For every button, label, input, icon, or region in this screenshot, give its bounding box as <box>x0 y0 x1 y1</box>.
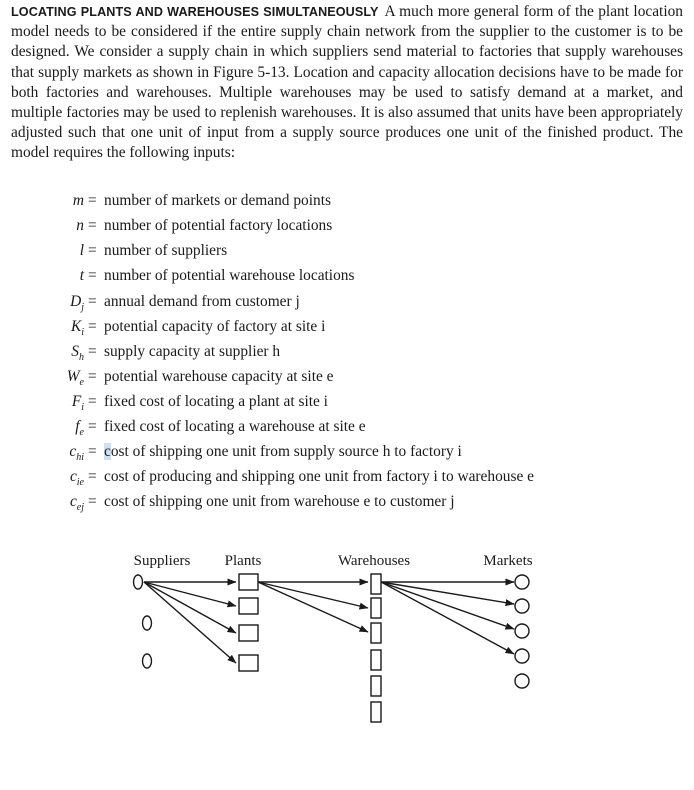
warehouse-node <box>371 623 381 643</box>
symbol-sh: $S_h$ <box>71 343 84 364</box>
definition-n <box>0 217 694 239</box>
definition-t <box>0 267 694 289</box>
label-plants: Plants <box>224 553 262 569</box>
plant-node <box>239 625 258 641</box>
equals-sign: = <box>88 217 97 234</box>
plant-node <box>239 574 258 590</box>
symbol-m: m <box>72 192 84 209</box>
equals-sign: = <box>88 267 97 284</box>
market-node <box>515 624 529 638</box>
flow-arrow <box>258 582 368 608</box>
flow-arrow <box>381 582 514 629</box>
supplier-node <box>143 616 152 630</box>
definition-text: fixed cost of locating a warehouse at site e <box>104 418 366 435</box>
intro-paragraph <box>11 2 683 164</box>
definition-l <box>0 242 694 264</box>
definition-text: number of potential warehouse locations <box>104 267 355 284</box>
market-node <box>515 674 529 688</box>
definition-text: number of suppliers <box>104 242 228 259</box>
definition-text: cost of producing and shipping one unit from factory i to warehouse e <box>104 468 534 485</box>
equals-sign: = <box>88 468 97 485</box>
flow-arrow <box>144 582 236 633</box>
equals-sign: = <box>88 393 97 410</box>
symbol-fi: $F_i$ <box>71 393 84 414</box>
warehouse-node <box>371 676 381 696</box>
definition-chi <box>0 443 694 465</box>
market-node <box>515 575 529 589</box>
definition-cie <box>0 468 694 490</box>
supplier-node <box>134 575 143 589</box>
symbol-l: l <box>79 242 84 259</box>
definition-text: potential capacity of factory at site i <box>104 318 326 335</box>
definition-text: number of markets or demand points <box>104 192 331 209</box>
definition-fi <box>0 393 694 415</box>
equals-sign: = <box>88 343 97 360</box>
label-warehouses: Warehouses <box>337 553 411 569</box>
symbol-t: t <box>79 267 84 284</box>
definition-text: supply capacity at supplier h <box>104 343 281 360</box>
equals-sign: = <box>88 318 97 335</box>
symbol-n: n <box>76 217 84 234</box>
definition-m <box>0 192 694 214</box>
equals-sign: = <box>88 192 97 209</box>
symbol-cie: $c_{ie}$ <box>69 468 84 489</box>
definition-sh <box>0 343 694 365</box>
symbol-dj: $D_j$ <box>70 293 84 314</box>
label-suppliers: Suppliers <box>133 553 191 569</box>
market-node <box>515 649 529 663</box>
symbol-ki: $K_i$ <box>70 318 84 339</box>
plant-node <box>239 598 258 614</box>
warehouse-node <box>371 598 381 618</box>
section-heading: LOCATING PLANTS AND WAREHOUSES SIMULTANEOUSLY <box>11 5 379 19</box>
paragraph-body: A much more general form of the plant location model needs to be considered if the entire supply chain network from the supplier to the customer is to be designed. We consider a supply chain in which suppliers send material to factories that supply warehouses that supply markets as shown in Figure 5-13. Location and capacity allocation decisions have to be made for both factories and warehouses. Multiple warehouses may be used to satisfy demand at a market, and multiple factories may be used to replenish warehouses. It is also assumed that units have been appropriately adjusted such that one unit of input from a supply source produces one unit of the finished product. The model requires the following inputs: <box>11 3 683 162</box>
symbol-fe: $f_e$ <box>75 418 84 439</box>
supplier-node <box>143 654 152 668</box>
definition-text: potential warehouse capacity at site e <box>104 368 334 385</box>
warehouse-node <box>371 650 381 670</box>
definition-text: number of potential factory locations <box>104 217 333 234</box>
symbol-we: $W_e$ <box>66 368 84 389</box>
warehouse-node <box>371 702 381 722</box>
market-node <box>515 599 529 613</box>
supply-chain-network-figure <box>0 540 694 760</box>
flow-arrow <box>258 582 368 632</box>
symbol-chi: $c_{hi}$ <box>69 443 84 464</box>
equals-sign: = <box>88 293 97 310</box>
warehouse-node <box>371 574 381 594</box>
equals-sign: = <box>88 443 97 460</box>
plant-node <box>239 655 258 671</box>
definition-text: cost of shipping one unit from warehouse e to customer j <box>104 493 455 510</box>
definition-dj <box>0 293 694 315</box>
definition-text: cost of shipping one unit from supply source h to factory i <box>104 443 462 460</box>
symbol-cej: $c_{ej}$ <box>69 493 84 514</box>
definition-fe <box>0 418 694 440</box>
definition-we <box>0 368 694 390</box>
definition-text: fixed cost of locating a plant at site i <box>104 393 328 410</box>
equals-sign: = <box>88 493 97 510</box>
text-selection-highlight[interactable]: c <box>104 443 111 460</box>
equals-sign: = <box>88 418 97 435</box>
definition-ki <box>0 318 694 340</box>
definition-cej <box>0 493 694 515</box>
equals-sign: = <box>88 242 97 259</box>
equals-sign: = <box>88 368 97 385</box>
definition-text: annual demand from customer j <box>104 293 300 310</box>
label-markets: Markets <box>483 553 533 569</box>
